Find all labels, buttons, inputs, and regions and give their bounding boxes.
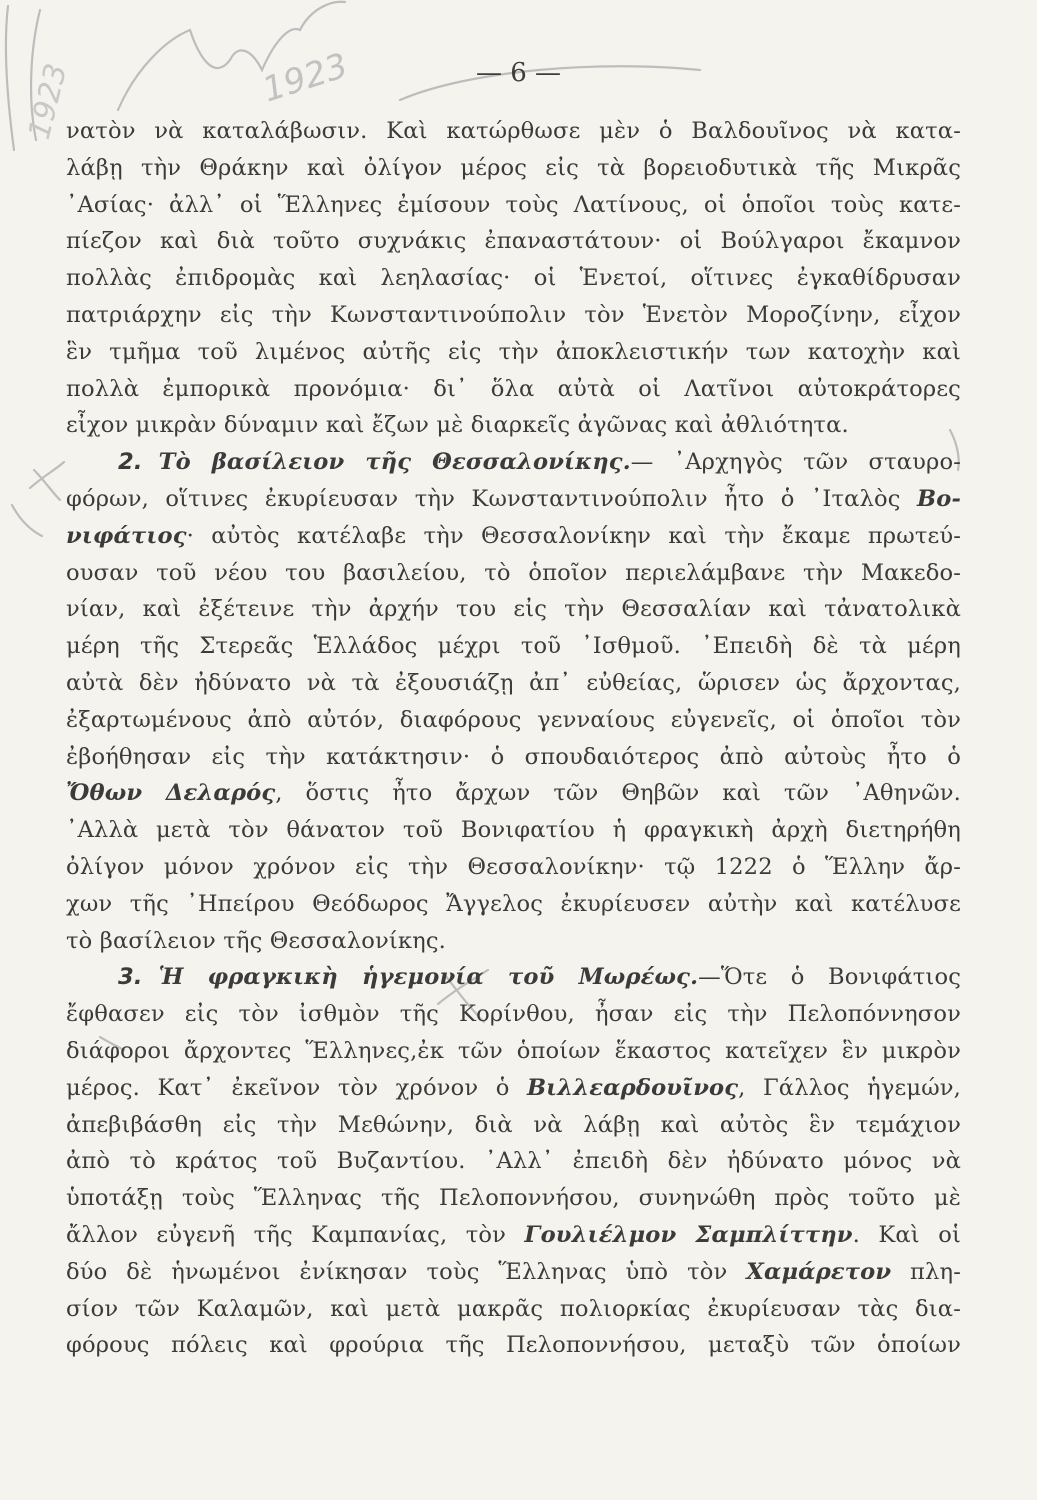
text-run: πίεζον καὶ διὰ τοῦτο συχνάκις ἐπαναστάτουν· οἱ Βούλγαροι ἔκαμνον <box>66 228 961 255</box>
text-run: ἀπὸ τὸ κράτος τοῦ Βυζαντίου. ᾿Αλλ᾿ ἐπειδὴ δὲν ἠδύνατο μόνος νὰ <box>66 1148 961 1175</box>
text-line <box>66 996 961 1033</box>
text-line <box>66 1327 961 1364</box>
text-line <box>66 1107 961 1144</box>
text-run: μέρη τῆς Στερεᾶς Ἑλλάδος μέχρι τοῦ ᾿Ισθμοῦ. ᾿Επειδὴ δὲ τὰ μέρη <box>66 633 961 660</box>
text-run: ἐξαρτωμένους ἀπὸ αὐτόν, διαφόρους γενναίους εὐγενεῖς, οἱ ὁποῖοι τὸν <box>66 706 961 733</box>
section-number: 3. <box>118 964 143 991</box>
page-number: — 6 — <box>475 58 562 88</box>
text-run: αὐτὰ δὲν ἠδύνατο νὰ τὰ ἐξουσιάζῃ ἀπ᾿ εὐθείας, ὥρισεν ὡς ἄρχοντας, <box>66 669 961 696</box>
text-line <box>66 113 961 150</box>
text-run: τὸ βασίλειον τῆς Θεσσαλονίκης. <box>66 927 446 954</box>
text-line <box>66 1033 961 1070</box>
section-heading: Ἡ φραγκικὴ ἡγεμονία τοῦ Μωρέως. <box>158 964 699 991</box>
text-run: μέρος. Κατ᾿ ἐκεῖνον τὸν χρόνον ὁ <box>66 1074 527 1101</box>
text-line <box>66 1254 961 1291</box>
emphasized-name: Γουλιέλμον Σαμπλίττην <box>524 1221 853 1248</box>
text-line <box>66 849 961 886</box>
text-line <box>66 481 961 518</box>
text-line <box>66 260 961 297</box>
text-line <box>66 1291 961 1328</box>
emphasized-name: Χαμάρετον <box>746 1258 892 1285</box>
section-number: 2. <box>118 449 143 476</box>
text-line <box>66 334 961 371</box>
text-line <box>66 518 961 555</box>
text-line <box>66 407 961 444</box>
text-line <box>66 812 961 849</box>
text-run: ἄλλον εὐγενῆ τῆς Καμπανίας, τὸν <box>66 1221 525 1248</box>
text-line <box>66 665 961 702</box>
text-run: πολλὰς ἐπιδρομὰς καὶ λεηλασίας· οἱ Ἑνετοί, οἵτινες ἐγκαθίδρυσαν <box>66 265 961 292</box>
text-run: χων τῆς ᾿Ηπείρου Θεόδωρος Ἄγγελος ἐκυρίευσεν αὐτὴν καὶ κατέλυσε <box>66 890 961 917</box>
text-run: φόρων, οἵτινες ἐκυρίευσαν τὴν Κωνσταντινούπολιν ἦτο ὁ ᾿Ιταλὸς <box>66 485 917 512</box>
text-run: νατὸν νὰ καταλάβωσιν. Καὶ κατώρθωσε μὲν ὁ Βαλδουῖνος νὰ κατα- <box>66 118 961 144</box>
text-run: εἶχον μικρὰν δύναμιν καὶ ἔζων μὲ διαρκεῖς ἀγῶνας καὶ ἀθλιότητα. <box>66 412 849 439</box>
text-run: — ᾿Αρχηγὸς τῶν σταυρο- <box>630 449 961 476</box>
text-run: ἀπεβιβάσθη εἰς τὴν Μεθώνην, διὰ νὰ λάβῃ καὶ αὐτὸς ἓν τεμάχιον <box>66 1111 961 1138</box>
text-line <box>66 591 961 628</box>
text-run: ὀλίγον μόνον χρόνον εἰς τὴν Θεσσαλονίκην· τῷ 1222 ὁ Ἕλλην ἄρ- <box>66 853 961 880</box>
body-text <box>66 113 961 1364</box>
text-run: —Ὅτε ὁ Βονιφάτιος <box>698 964 961 991</box>
text-line <box>66 775 961 812</box>
text-run: , Γάλλος ἡγεμών, <box>738 1074 961 1101</box>
text-run: · αὐτὸς κατέλαβε τὴν Θεσσαλονίκην καὶ τὴν ἔκαμε πρωτεύ- <box>186 522 961 549</box>
text-run: πλη- <box>891 1258 961 1285</box>
text-line <box>66 187 961 224</box>
text-run: ἐβοήθησαν εἰς τὴν κατάκτησιν· ὁ σπουδαιότερος ἀπὸ αὐτοὺς ἦτο ὁ <box>66 743 961 770</box>
section-heading: Τὸ βασίλειον τῆς Θεσσαλονίκης. <box>158 449 631 476</box>
text-run: ὑποτάξῃ τοὺς Ἕλληνας τῆς Πελοποννήσου, συνηνώθη πρὸς τοῦτο μὲ <box>66 1185 961 1212</box>
text-run: ἔφθασεν εἰς τὸν ἰσθμὸν τῆς Κορίνθου, ἦσαν εἰς τὴν Πελοπόννησον <box>66 1001 961 1028</box>
text-line <box>66 628 961 665</box>
emphasized-name: Βο- <box>917 485 961 512</box>
text-line <box>66 886 961 923</box>
text-line <box>66 1217 961 1254</box>
text-line <box>66 223 961 260</box>
text-line <box>66 150 961 187</box>
text-run: δύο δὲ ἡνωμένοι ἐνίκησαν τοὺς Ἕλληνας ὑπὸ τὸν <box>66 1258 747 1285</box>
text-line <box>66 1143 961 1180</box>
text-run: νίαν, καὶ ἐξέτεινε τὴν ἀρχήν του εἰς τὴν Θεσσαλίαν καὶ τἀνατολικὰ <box>66 596 961 623</box>
text-run: πολλὰ ἐμπορικὰ προνόμια· δι᾿ ὅλα αὐτὰ οἱ Λατῖνοι αὐτοκράτορες <box>66 375 961 402</box>
emphasized-name: Βιλλεαρδουῖνος <box>526 1074 739 1101</box>
text-line <box>66 923 961 960</box>
text-run: ουσαν τοῦ νέου του βασιλείου, τὸ ὁποῖον περιελάμβανε τὴν Μακεδο- <box>66 559 961 586</box>
emphasized-name: νιφάτιος <box>66 522 187 549</box>
text-run: σίον τῶν Καλαμῶν, καὶ μετὰ μακρᾶς πολιορκίας ἐκυρίευσαν τὰς δια- <box>66 1295 961 1322</box>
text-line <box>66 444 961 481</box>
text-line <box>66 1180 961 1217</box>
text-run: ᾿Αλλὰ μετὰ τὸν θάνατον τοῦ Βονιφατίου ἡ φραγκικὴ ἀρχὴ διετηρήθη <box>66 817 961 844</box>
handwritten-year-margin: 1923 <box>21 60 75 143</box>
text-run: ᾿Ασίας· ἀλλ᾿ οἱ Ἕλληνες ἐμίσουν τοὺς Λατίνους, οἱ ὁποῖοι τοὺς κατε- <box>66 191 961 218</box>
text-run: , ὅστις ἦτο ἄρχων τῶν Θηβῶν καὶ τῶν ᾿Αθηνῶν. <box>275 780 961 807</box>
text-run: λάβῃ τὴν Θράκην καὶ ὀλίγον μέρος εἰς τὰ βορειοδυτικὰ τῆς Μικρᾶς <box>66 154 961 181</box>
emphasized-name: Ὄθων Δελαρός <box>66 780 276 807</box>
text-run: διάφοροι ἄρχοντες Ἕλληνες,ἐκ τῶν ὁποίων ἕκαστος κατεῖχεν ἓν μικρὸν <box>66 1037 961 1064</box>
text-line <box>66 371 961 408</box>
text-run: φόρους πόλεις καὶ φρούρια τῆς Πελοποννήσου, μεταξὺ τῶν ὁποίων <box>66 1332 961 1359</box>
text-run: πατριάρχην εἰς τὴν Κωνσταντινούπολιν τὸν Ἑνετὸν Μοροζίνην, εἶχον <box>66 301 961 328</box>
text-run: . Καὶ οἱ <box>852 1221 961 1248</box>
text-line <box>66 702 961 739</box>
handwritten-year: 1923 <box>257 45 353 111</box>
text-line <box>66 555 961 592</box>
text-line <box>66 297 961 334</box>
text-line <box>66 1070 961 1107</box>
text-line <box>66 959 961 996</box>
text-line <box>66 739 961 776</box>
text-run: ἓν τμῆμα τοῦ λιμένος αὐτῆς εἰς τὴν ἀποκλειστικήν των κατοχὴν καὶ <box>66 338 961 365</box>
